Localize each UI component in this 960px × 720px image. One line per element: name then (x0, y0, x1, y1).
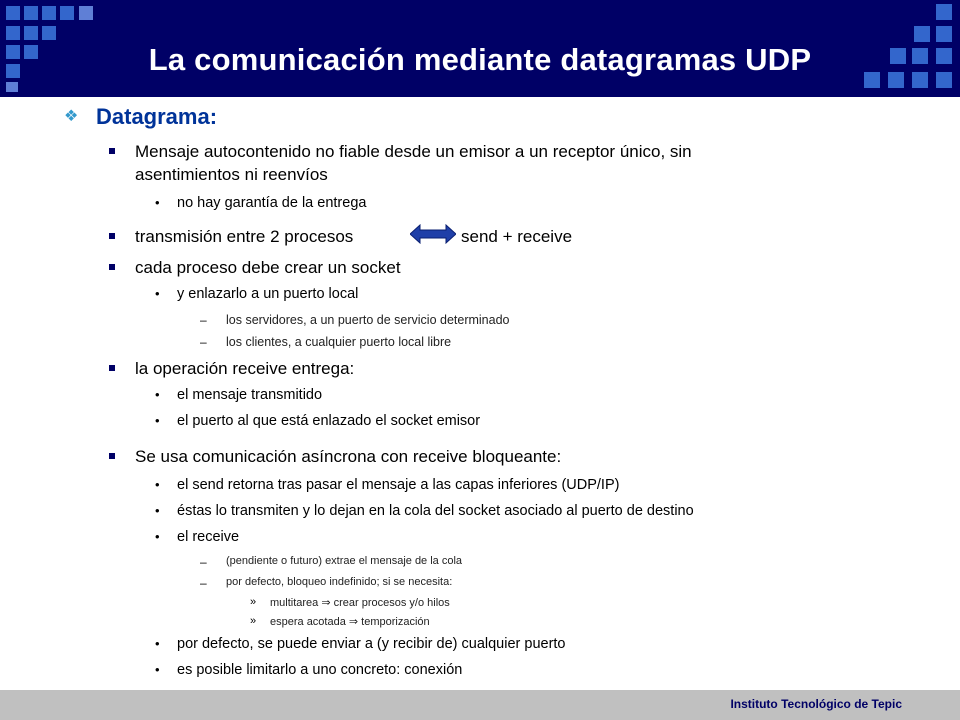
dash-bullet-icon: – (200, 576, 207, 590)
text-transmision: transmisión entre 2 procesos (135, 227, 354, 246)
text-garantia: no hay garantía de la entrega (177, 195, 367, 211)
dash-bullet-icon: – (200, 313, 207, 327)
text-send-receive: send + receive (461, 227, 573, 246)
text-multitarea: multitarea ⇒ crear procesos y/o hilos (270, 597, 450, 609)
dot-bullet-icon: • (155, 413, 160, 428)
square-bullet-icon (109, 453, 115, 459)
text-el-receive: el receive (177, 529, 240, 545)
dash-bullet-icon: – (200, 555, 207, 569)
text-mensaje-1: Mensaje autocontenido no fiable desde un emisor a un receptor único, sin (135, 142, 692, 161)
raquo-bullet-icon: » (250, 615, 257, 627)
slide-footer (0, 690, 960, 720)
dot-bullet-icon: • (155, 503, 160, 518)
text-enlazar: y enlazarlo a un puerto local (177, 286, 359, 302)
square-bullet-icon (109, 365, 115, 371)
diamond-icon: ❖ (64, 108, 79, 125)
heading-datagrama: Datagrama: (96, 104, 218, 129)
text-mensaje-tx: el mensaje transmitido (177, 387, 323, 403)
double-arrow-icon (410, 224, 456, 244)
text-puerto-emisor: el puerto al que está enlazado el socket emisor (177, 413, 481, 429)
square-bullet-icon (109, 148, 115, 154)
text-operacion: la operación receive entrega: (135, 359, 355, 378)
dot-bullet-icon: • (155, 286, 160, 301)
text-send-retorna: el send retorna tras pasar el mensaje a las capas inferiores (UDP/IP) (177, 477, 620, 493)
square-bullet-icon (109, 264, 115, 270)
dot-bullet-icon: • (155, 195, 160, 210)
text-enviar: por defecto, se puede enviar a (y recibir de) cualquier puerto (177, 636, 566, 652)
text-espera: espera acotada ⇒ temporización (270, 616, 430, 628)
raquo-bullet-icon: » (250, 596, 257, 608)
dot-bullet-icon: • (155, 387, 160, 402)
text-servidores: los servidores, a un puerto de servicio determinado (226, 313, 510, 327)
text-clientes: los clientes, a cualquier puerto local libre (226, 335, 452, 349)
text-bloqueo: por defecto, bloqueo indefinido; si se necesita: (226, 576, 453, 588)
text-mensaje-2: asentimientos ni reenvíos (135, 165, 328, 184)
text-socket: cada proceso debe crear un socket (135, 258, 401, 277)
dot-bullet-icon: • (155, 529, 160, 544)
text-limitar: es posible limitarlo a uno concreto: conexión (177, 662, 463, 678)
square-bullet-icon (109, 233, 115, 239)
dash-bullet-icon: – (200, 335, 207, 349)
footer-institution: Instituto Tecnológico de Tepic (730, 697, 902, 711)
dot-bullet-icon: • (155, 477, 160, 492)
slide-title: La comunicación mediante datagramas UDP (148, 42, 812, 77)
text-asincrona: Se usa comunicación asíncrona con receive bloqueante: (135, 447, 562, 466)
dot-bullet-icon: • (155, 636, 160, 651)
text-transmiten: éstas lo transmiten y lo dejan en la cola del socket asociado al puerto de destino (177, 503, 694, 519)
text-pendiente: (pendiente o futuro) extrae el mensaje de la cola (226, 555, 463, 567)
dot-bullet-icon: • (155, 662, 160, 677)
